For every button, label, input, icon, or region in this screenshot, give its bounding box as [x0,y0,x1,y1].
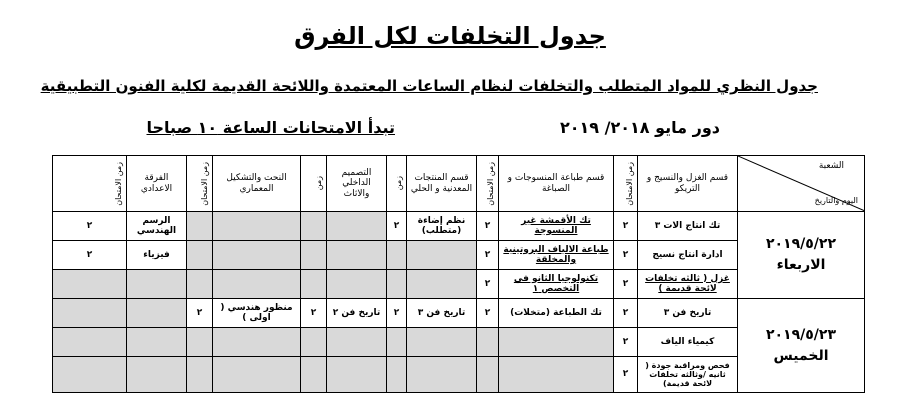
empty-cell [127,299,187,328]
empty-cell [213,357,301,393]
day-cell: ٢٠١٩/٥/٢٢ الاربعاء [738,212,865,299]
empty-cell [407,270,477,299]
cell-textile: كيمياء الياف [638,328,738,357]
header-day-date-label: اليوم والتاريخ [814,195,858,205]
cell-time: ٢ [614,328,638,357]
header-dept-textile: قسم الغزل والنسيج و التريكو [638,156,738,212]
cell-interior: تاريخ فن ٢ [327,299,387,328]
empty-cell [213,241,301,270]
table-row [53,299,865,328]
empty-cell [127,328,187,357]
header-time: زمن الامتحان [53,156,127,212]
empty-cell [53,299,127,328]
empty-cell [187,241,213,270]
header-time: زمن [387,156,407,212]
empty-cell [499,328,614,357]
cell-prep: فيزياء [127,241,187,270]
cell-metal: نظم إضاءة (متطلب) [407,212,477,241]
cell-printing: تك الأقمشة غير المنسوجة [499,212,614,241]
cell-time: ٢ [477,241,499,270]
cell-time: ٢ [187,299,213,328]
cell-time: ٢ [387,212,407,241]
header-dept-sculpture: النحت والتشكيل المعماري [213,156,301,212]
empty-cell [387,357,407,393]
empty-cell [301,357,327,393]
header-dept-metal: قسم المنتجات المعدنية و الحلي [407,156,477,212]
header-time: زمن الامتحان [477,156,499,212]
empty-cell [387,241,407,270]
cell-time: ٢ [53,212,127,241]
empty-cell [327,328,387,357]
empty-cell [213,328,301,357]
empty-cell [387,328,407,357]
empty-cell [477,328,499,357]
cell-time: ٢ [477,212,499,241]
cell-time: ٢ [477,270,499,299]
empty-cell [301,212,327,241]
table-header-row [53,156,865,212]
cell-printing: تك الطباعة (متخلات) [499,299,614,328]
empty-cell [187,270,213,299]
cell-time: ٢ [614,270,638,299]
page-subtitle: جدول النظري للمواد المتطلب والتخلفات لنظام الساعات المعتمدة واللائحة القديمة لكلية الفنون التطبيقية [40,77,818,95]
empty-cell [301,270,327,299]
cell-printing: تكنولوجيا الثانو في التخصص ١ [499,270,614,299]
page-title: جدول التخلفات لكل الفرق [294,22,606,50]
empty-cell [53,270,127,299]
empty-cell [407,357,477,393]
header-prep-year: الفرقة الاعدادي [127,156,187,212]
empty-cell [387,270,407,299]
empty-cell [213,270,301,299]
cell-metal: تاريخ فن ٣ [407,299,477,328]
cell-time: ٢ [614,212,638,241]
empty-cell [407,328,477,357]
exam-start-time: تبدأ الامتحانات الساعة ١٠ صباحا [146,118,395,137]
header-shoba [738,156,865,212]
cell-sculpture: منظور هندسي ( اولى ) [213,299,301,328]
empty-cell [127,270,187,299]
empty-cell [301,241,327,270]
day-cell: ٢٠١٩/٥/٢٣ الخميس [738,299,865,393]
header-shoba-label: الشعبة [818,161,844,171]
table-row [53,212,865,241]
empty-cell [499,357,614,393]
cell-textile: ادارة انتاج نسيج [638,241,738,270]
cell-time: ٢ [614,299,638,328]
empty-cell [187,328,213,357]
cell-time: ٢ [614,357,638,393]
cell-textile: غزل ( ثالثه تخلفات لائحة قديمة ) [638,270,738,299]
cell-textile: فحص ومراقبة جودة ( ثانيه /وثالثه تخلفات لائحة قديمة) [638,357,738,393]
exam-session: دور مايو ٢٠١٨/ ٢٠١٩ [559,118,720,137]
empty-cell [53,328,127,357]
empty-cell [477,357,499,393]
empty-cell [327,212,387,241]
empty-cell [213,212,301,241]
empty-cell [407,241,477,270]
cell-time: ٢ [614,241,638,270]
empty-cell [53,357,127,393]
header-dept-printing: قسم طباعة المنسوجات و الصباغة [499,156,614,212]
empty-cell [327,357,387,393]
cell-printing: طباعة الالياف البروتينية والمخلقة [499,241,614,270]
empty-cell [187,357,213,393]
cell-time: ٢ [53,241,127,270]
header-dept-interior: التصميم الداخلي والاثاث [327,156,387,212]
cell-prep: الرسم الهندسي [127,212,187,241]
header-time: زمن الامتحان [614,156,638,212]
empty-cell [327,270,387,299]
empty-cell [327,241,387,270]
empty-cell [301,328,327,357]
empty-cell [187,212,213,241]
cell-time: ٢ [477,299,499,328]
header-time: زمن [301,156,327,212]
cell-textile: تاريخ فن ٣ [638,299,738,328]
exam-schedule-table [52,155,865,393]
header-time: زمن الامتحان [187,156,213,212]
cell-time: ٢ [387,299,407,328]
empty-cell [127,357,187,393]
cell-textile: تك انتاج الات ٣ [638,212,738,241]
cell-time: ٢ [301,299,327,328]
